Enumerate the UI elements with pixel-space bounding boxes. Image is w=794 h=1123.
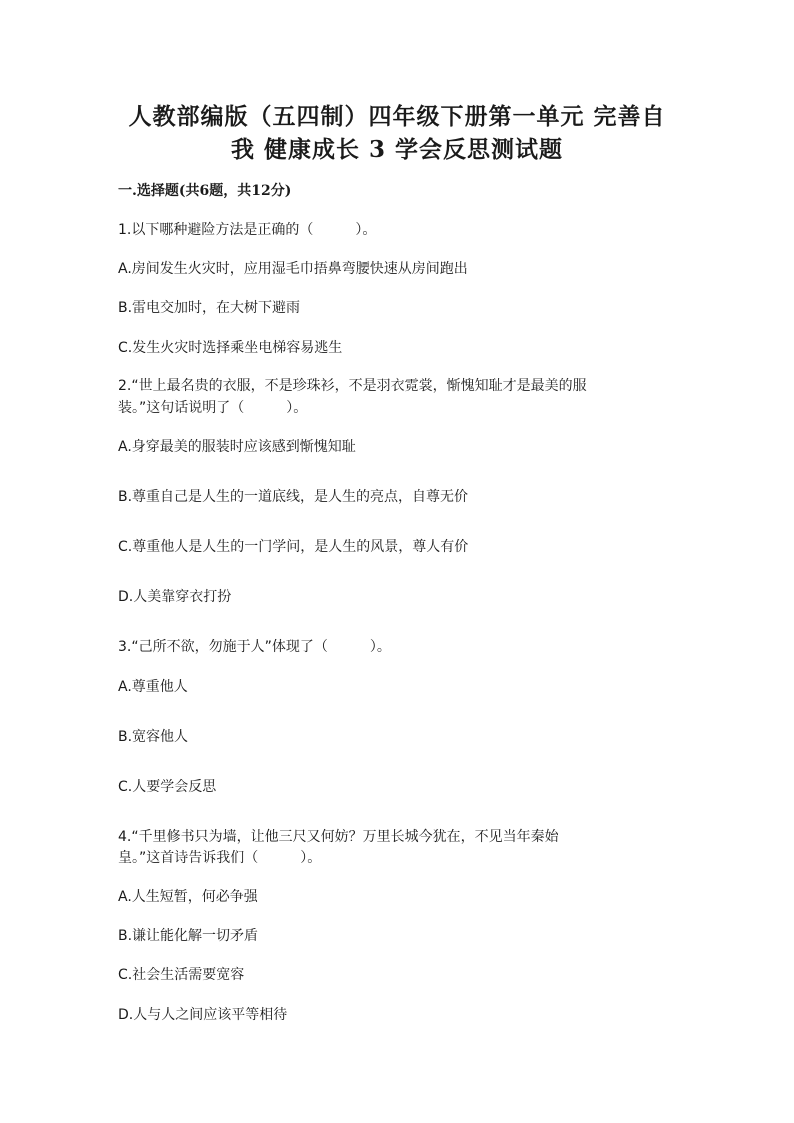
page-title-line-1: 人教部编版（五四制）四年级下册第一单元 完善自 [128, 103, 666, 130]
question-2-option-d: D.人美靠穿衣打扮 [118, 589, 232, 605]
question-4-option-a: A.人生短暂，何必争强 [118, 889, 258, 905]
question-4-option-b: B.谦让能化解一切矛盾 [118, 928, 259, 944]
question-2-stem-line-1: 2.“世上最名贵的衣服，不是珍珠衫，不是羽衣霓裳，惭愧知耻才是最美的服 [118, 378, 587, 394]
question-4-stem-line-1: 4.“千里修书只为墙，让他三尺又何妨？万里长城今犹在，不见当年秦始 [118, 829, 559, 845]
question-3-option-b: B.宽容他人 [118, 729, 189, 745]
question-1-stem: 1.以下哪种避险方法是正确的（ ）。 [118, 222, 377, 238]
question-2-option-b: B.尊重自己是人生的一道底线，是人生的亮点，自尊无价 [118, 489, 469, 505]
question-2-option-a: A.身穿最美的服装时应该感到惭愧知耻 [118, 439, 356, 455]
question-4-stem-line-2: 皇。”这首诗告诉我们（ ）。 [118, 850, 322, 866]
section-heading: 一.选择题(共6题，共12分) [118, 183, 292, 199]
question-3-option-a: A.尊重他人 [118, 679, 188, 695]
question-1-option-a: A.房间发生火灾时，应用湿毛巾捂鼻弯腰快速从房间跑出 [118, 261, 468, 277]
question-3-stem: 3.“己所不欲，勿施于人”体现了（ ）。 [118, 639, 391, 655]
question-1-option-c: C.发生火灾时选择乘坐电梯容易逃生 [118, 340, 343, 356]
question-4-option-c: C.社会生活需要宽容 [118, 967, 245, 983]
question-3-option-c: C.人要学会反思 [118, 779, 217, 795]
question-1-option-b: B.雷电交加时，在大树下避雨 [118, 300, 301, 316]
question-2-stem-line-2: 装。”这句话说明了（ ）。 [118, 400, 308, 416]
question-4-option-d: D.人与人之间应该平等相待 [118, 1007, 288, 1023]
page-title-line-2: 我 健康成长 3 学会反思测试题 [230, 136, 564, 163]
question-2-option-c: C.尊重他人是人生的一门学问，是人生的风景，尊人有价 [118, 539, 469, 555]
